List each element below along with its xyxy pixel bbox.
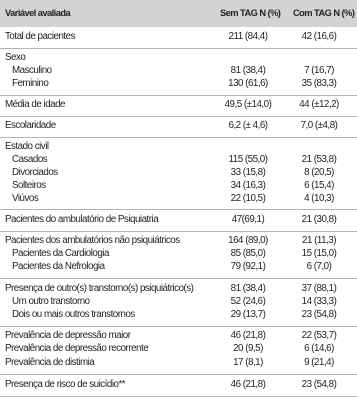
row-divider	[0, 374, 357, 375]
row-divider	[0, 48, 357, 49]
value-with-tag: 8 (20,5)	[304, 167, 334, 178]
row-label: Total de pacientes	[5, 31, 75, 42]
value-with-tag: 42 (16,6)	[301, 31, 337, 42]
value-with-tag: 4 (10,3)	[304, 193, 334, 204]
row-divider	[0, 95, 357, 96]
table-row	[0, 30, 357, 43]
value-without-tag: 47(69,1)	[231, 214, 265, 225]
header-with-tag: Com TAG N (%)	[293, 8, 355, 18]
row-divider	[0, 326, 357, 327]
row-divider	[0, 278, 357, 279]
value-with-tag: 6 (15,4)	[304, 180, 334, 191]
table-row	[0, 64, 357, 77]
row-divider	[0, 209, 357, 210]
value-without-tag: 81 (38,4)	[230, 65, 266, 76]
value-with-tag: 15 (15,0)	[301, 248, 337, 259]
row-label: Um outro transtorno	[12, 296, 90, 307]
section-label: Estado civil	[5, 141, 49, 152]
header-variable: Variável avaliada	[5, 8, 71, 18]
value-without-tag: 164 (89,0)	[228, 235, 268, 246]
table-row	[0, 234, 357, 247]
value-with-tag: 21 (30,8)	[301, 214, 337, 225]
table-row	[0, 213, 357, 226]
value-with-tag: 35 (83,3)	[301, 78, 337, 89]
value-with-tag: 7,0 (±4,8)	[300, 120, 338, 131]
table-header	[0, 0, 357, 27]
row-label: Feminino	[12, 78, 49, 89]
row-label: Pacientes da Cardiologia	[12, 248, 109, 259]
table-row	[0, 179, 357, 192]
table-row	[0, 98, 357, 111]
table-row	[0, 119, 357, 132]
row-label: Média de idade	[5, 99, 65, 110]
value-without-tag: 130 (61,6)	[228, 78, 268, 89]
value-without-tag: 22 (10,5)	[230, 193, 266, 204]
value-with-tag: 9 (21,4)	[304, 357, 334, 368]
value-without-tag: 46 (21,8)	[230, 330, 266, 341]
row-label: Solteiros	[12, 180, 46, 191]
table-row	[0, 77, 357, 90]
row-label: Pacientes do ambulatório de Psiquiatria	[5, 214, 159, 225]
value-with-tag: 6 (14,6)	[304, 343, 334, 354]
value-without-tag: 6,2 (± 4,6)	[228, 120, 268, 131]
row-label: Pacientes dos ambulatórios não psiquiátricos	[5, 235, 180, 246]
value-without-tag: 211 (84,4)	[228, 31, 268, 42]
row-divider	[0, 116, 357, 117]
value-without-tag: 115 (55,0)	[228, 154, 268, 165]
value-with-tag: 22 (53,7)	[301, 330, 337, 341]
row-label: Dois ou mais outros transtornos	[12, 309, 135, 320]
value-without-tag: 52 (24,6)	[230, 296, 266, 307]
value-with-tag: 14 (33,3)	[301, 296, 337, 307]
value-with-tag: 21 (53,8)	[301, 154, 337, 165]
table-row	[0, 282, 357, 295]
table-row	[0, 192, 357, 205]
table-row	[0, 51, 357, 64]
table-row	[0, 140, 357, 153]
row-label: Escolaridade	[5, 120, 56, 131]
row-label: Prevalência de distimia	[5, 357, 95, 368]
section-label: Sexo	[5, 52, 26, 63]
value-with-tag: 6 (7,0)	[306, 261, 332, 272]
row-label: Presença de outro(s) transtorno(s) psiquiátrico(s)	[5, 283, 194, 294]
row-label: Casados	[12, 154, 48, 165]
table-row	[0, 308, 357, 321]
value-with-tag: 7 (16,7)	[304, 65, 334, 76]
table-row	[0, 260, 357, 273]
row-divider	[0, 396, 357, 397]
value-with-tag: 23 (54,8)	[301, 309, 337, 320]
value-without-tag: 34 (16,3)	[230, 180, 266, 191]
row-label: Presença de risco de suicídio**	[5, 379, 126, 390]
value-with-tag: 21 (11,3)	[302, 235, 336, 246]
table-row	[0, 247, 357, 260]
row-label: Prevalência de depressão recorrente	[5, 343, 149, 354]
row-label: Pacientes da Nefrologia	[12, 261, 105, 272]
row-label: Divorciados	[12, 167, 58, 178]
table-row	[0, 295, 357, 308]
header-without-tag: Sem TAG N (%)	[220, 8, 281, 18]
value-without-tag: 49,5 (±14,0)	[224, 99, 272, 110]
table-row	[0, 153, 357, 166]
value-without-tag: 79 (92,1)	[230, 261, 266, 272]
row-label: Prevalência de depressão maior	[5, 330, 131, 341]
table-row	[0, 378, 357, 391]
table-row	[0, 166, 357, 179]
value-without-tag: 33 (15,8)	[230, 167, 266, 178]
value-without-tag: 81 (38,4)	[230, 283, 266, 294]
value-with-tag: 23 (54,8)	[301, 379, 337, 390]
table-row	[0, 329, 357, 342]
row-divider	[0, 231, 357, 232]
value-without-tag: 17 (8,1)	[233, 357, 263, 368]
table-row	[0, 342, 357, 355]
value-without-tag: 29 (13,7)	[230, 309, 266, 320]
value-without-tag: 46 (21,8)	[230, 379, 266, 390]
row-divider	[0, 137, 357, 138]
table-row	[0, 356, 357, 369]
value-with-tag: 44 (±12,2)	[299, 99, 339, 110]
value-without-tag: 85 (85,0)	[230, 248, 266, 259]
value-without-tag: 20 (9,5)	[233, 343, 263, 354]
value-with-tag: 37 (88,1)	[301, 283, 337, 294]
row-label: Viúvos	[12, 193, 39, 204]
row-label: Masculino	[12, 65, 52, 76]
